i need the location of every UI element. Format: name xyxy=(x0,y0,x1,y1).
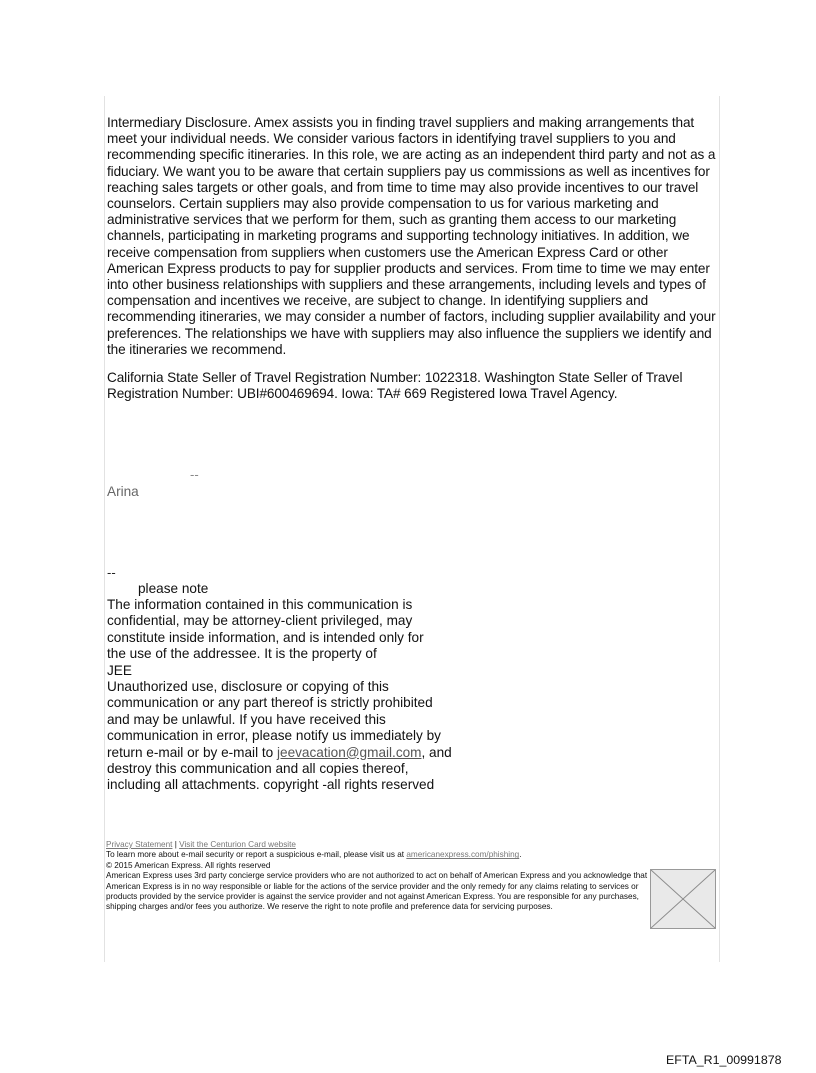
concierge-disclaimer: American Express uses 3rd party concierge service providers who are not authorized to act on behalf of American Express and you acknowledge that American Express is in no way responsible or liable for the actions of the service provider and the only remedy for any claims relating to services or products provided by the service provider is against the service provider and not against American Express. You are responsible for any purchases, shipping charges and/or fees you authorize. We reserve the right to note profile and preference data for servicing purposes. xyxy=(106,871,648,912)
signature-separator: -- xyxy=(107,565,116,580)
link-separator: | xyxy=(172,840,180,849)
broken-image-placeholder xyxy=(650,869,716,929)
note-heading: please note xyxy=(138,581,209,596)
notice-line: including all attachments. copyright -all rights reserved xyxy=(107,777,435,793)
security-text: . xyxy=(519,850,522,860)
notice-line: confidential, may be attorney-client privileged, may xyxy=(107,613,413,629)
notice-text: return e-mail or by e-mail to xyxy=(107,744,277,760)
notice-line: communication in error, please notify us immediately by xyxy=(107,728,441,744)
image-placeholder-icon xyxy=(651,870,715,928)
intermediary-disclosure: Intermediary Disclosure. Amex assists you in finding travel suppliers and making arrangements that meet your individual needs. We consider various factors in identifying travel suppliers to you and recommending specific itineraries. In this role, we are acting as an independent third party and not as a fiduciary. We want you to be aware that certain suppliers pay us commissions as well as incentives for reaching sales targets or other goals, and from time to time may also provide incentives to our travel counselors. Certain suppliers may also provide compensation to us for various marketing and administrative services that we perform for them, such as granting them access to our marketing channels, participating in marketing programs and supporting technology initiatives. In addition, we receive compensation from suppliers when customers use the American Express Card or other American Express products to pay for supplier products and services. From time to time we may enter into other business relationships with suppliers and these arrangements, including levels and types of compensation and incentives we receive, are subject to change. In identifying suppliers and recommending itineraries, we may consider a number of factors, including supplier availability and your preferences. The relationships we have with suppliers may also influence the suppliers we identify and the itineraries we recommend. xyxy=(107,115,716,357)
seller-registration: California State Seller of Travel Registration Number: 1022318. Washington State Seller of Travel Registration Number: UBI#600469694. Iowa: TA# 669 Registered Iowa Travel Agency. xyxy=(107,370,683,402)
document-id: EFTA_R1_00991878 xyxy=(666,1053,782,1067)
notice-line: JEE xyxy=(107,662,132,678)
footer-links xyxy=(106,840,651,850)
security-line xyxy=(106,850,651,860)
phishing-link[interactable]: americanexpress.com/phishing xyxy=(406,850,520,860)
notice-line: Unauthorized use, disclosure or copying of this xyxy=(107,679,389,695)
notice-text: , and xyxy=(421,744,452,760)
notice-line-email xyxy=(107,745,467,761)
notice-line: The information contained in this communication is xyxy=(107,597,413,612)
security-text: To learn more about e-mail security or report a suspicious e-mail, please visit us at xyxy=(106,850,407,860)
amex-footer xyxy=(106,840,651,913)
confidentiality-notice xyxy=(107,597,467,794)
centurion-card-link[interactable]: Visit the Centurion Card website xyxy=(179,840,296,849)
notice-line: destroy this communication and all copies thereof, xyxy=(107,761,409,777)
privacy-statement-link[interactable]: Privacy Statement xyxy=(106,840,173,849)
email-link[interactable]: jeevacation@gmail.com xyxy=(276,744,422,760)
notice-line: constitute inside information, and is intended only for xyxy=(107,629,424,645)
separator-dash: -- xyxy=(190,467,199,482)
notice-line: and may be unlawful. If you have received this xyxy=(107,711,386,727)
notice-line: communication or any part thereof is strictly prohibited xyxy=(107,695,433,711)
copyright-line: © 2015 American Express. All rights reserved xyxy=(106,860,271,870)
signature-name: Arina xyxy=(107,484,139,499)
notice-line: the use of the addressee. It is the property of xyxy=(107,646,377,662)
